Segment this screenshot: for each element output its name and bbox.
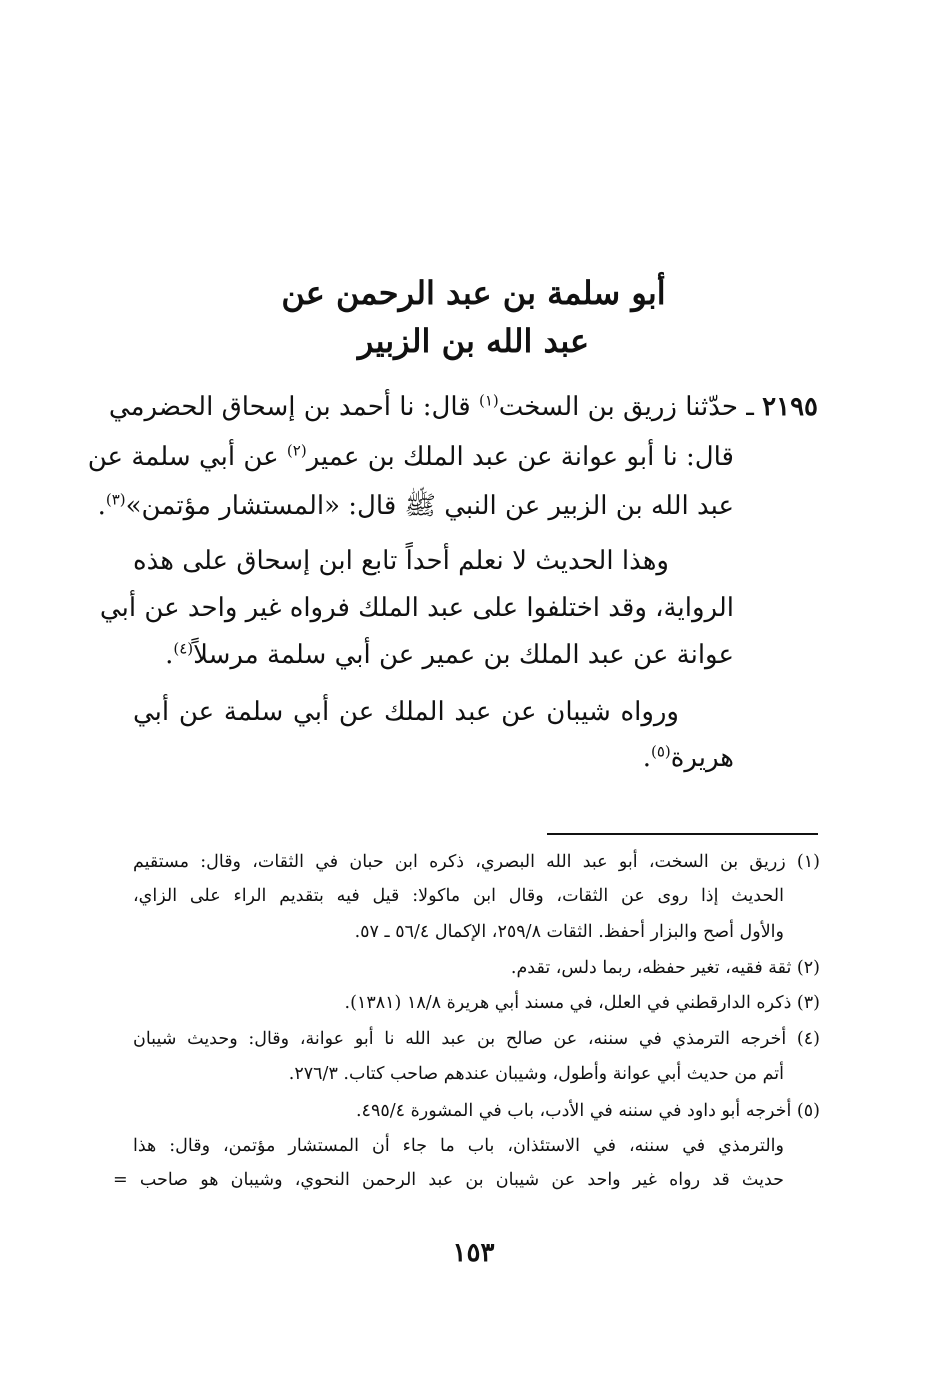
hadith-line-1: ٢١٩٥ ـ حدّثنا زريق بن السخت$^{(١)}$ قال: نا أحمد بن إسحاق الحضرمي bbox=[108, 391, 818, 422]
footnote-ref: (٢) bbox=[286, 441, 307, 460]
chapter-heading-line-1: أبو سلمة بن عبد الرحمن عن bbox=[281, 274, 666, 312]
paragraph-2-line-2 bbox=[643, 743, 734, 773]
paragraph-text: . bbox=[165, 640, 174, 670]
paragraph-1-line-3 bbox=[165, 640, 734, 670]
hadith-number: ٢١٩٥ bbox=[762, 392, 818, 422]
footnote-divider bbox=[547, 833, 818, 835]
footnote-1-line-1: (١) زريق بن السخت، أبو عبد الله البصري، ذكره ابن حبان في الثقات، وقال: مستقيم bbox=[133, 852, 820, 872]
footnote-ref: (٥) bbox=[650, 742, 671, 761]
chapter-heading-line-2: عبد الله بن الزبير bbox=[357, 322, 590, 360]
paragraph-1-line-2: الرواية، وقد اختلفوا على عبد الملك فرواه غير واحد عن أبي bbox=[99, 593, 734, 623]
footnote-ref: (٤) bbox=[173, 639, 194, 658]
hadith-text: قال: نا أحمد بن إسحاق الحضرمي bbox=[108, 392, 479, 422]
paragraph-text: . bbox=[642, 743, 651, 773]
footnote-5-line-1: (٥) أخرجه أبو داود في سننه في الأدب، باب في المشورة ٤٩٥/٤. bbox=[355, 1101, 820, 1121]
footnote-2: (٢) ثقة فقيه، تغير حفظه، ربما دلس، تقدم. bbox=[510, 958, 820, 978]
footnote-1-line-3: والأول أصح والبزار أحفظ. الثقات ٢٥٩/٨، الإكمال ٥٦/٤ ـ ٥٧. bbox=[354, 922, 784, 942]
page-number: ١٥٣ bbox=[452, 1238, 495, 1268]
hadith-text: عبد الله بن الزبير عن النبي ﷺ قال: «المستشار مؤتمن» bbox=[125, 491, 734, 521]
hadith-text: عن أبي سلمة عن bbox=[87, 442, 287, 472]
footnote-5-line-3: حديث قد رواه غير واحد عن شيبان بن عبد الرحمن النحوي، وشيبان هو صاحب = bbox=[113, 1170, 784, 1190]
footnote-5-line-2: والترمذي في سننه، في الاستئذان، باب ما جاء أن المستشار مؤتمن، وقال: هذا bbox=[133, 1136, 784, 1156]
footnote-ref: (١) bbox=[478, 391, 499, 410]
footnote-4-line-2: أتم من حديث أبي عوانة وأطول، وشيبان عندهم صاحب كتاب. ٢٧٦/٣. bbox=[288, 1064, 784, 1084]
hadith-line-2 bbox=[87, 441, 734, 472]
footnote-4-line-1: (٤) أخرجه الترمذي في سننه، عن صالح بن عبد الله نا أبو عوانة، وقال: وحديث شيبان bbox=[133, 1029, 820, 1049]
hadith-text: حدّثنا زريق بن السخت bbox=[498, 392, 738, 422]
hadith-text: قال: نا أبو عوانة عن عبد الملك بن عمير bbox=[306, 442, 734, 472]
paragraph-text: عوانة عن عبد الملك بن عمير عن أبي سلمة مرسلاً bbox=[193, 640, 734, 670]
hadith-text: . bbox=[97, 491, 106, 521]
paragraph-1-line-1: وهذا الحديث لا نعلم أحداً تابع ابن إسحاق على هذه bbox=[133, 546, 669, 576]
footnote-ref: (٣) bbox=[105, 490, 126, 509]
paragraph-text: هريرة bbox=[670, 743, 734, 773]
footnote-3: (٣) ذكره الدارقطني في العلل، في مسند أبي هريرة ١٨/٨ (١٣٨١). bbox=[344, 993, 820, 1013]
paragraph-2-line-1: ورواه شيبان عن عبد الملك عن أبي سلمة عن أبي bbox=[133, 697, 679, 727]
footnote-1-line-2: الحديث إذا روى عن الثقات، وقال ابن ماكولا: قيل فيه بتقديم الراء على الزاي، bbox=[133, 886, 784, 906]
hadith-line-3 bbox=[98, 489, 734, 527]
